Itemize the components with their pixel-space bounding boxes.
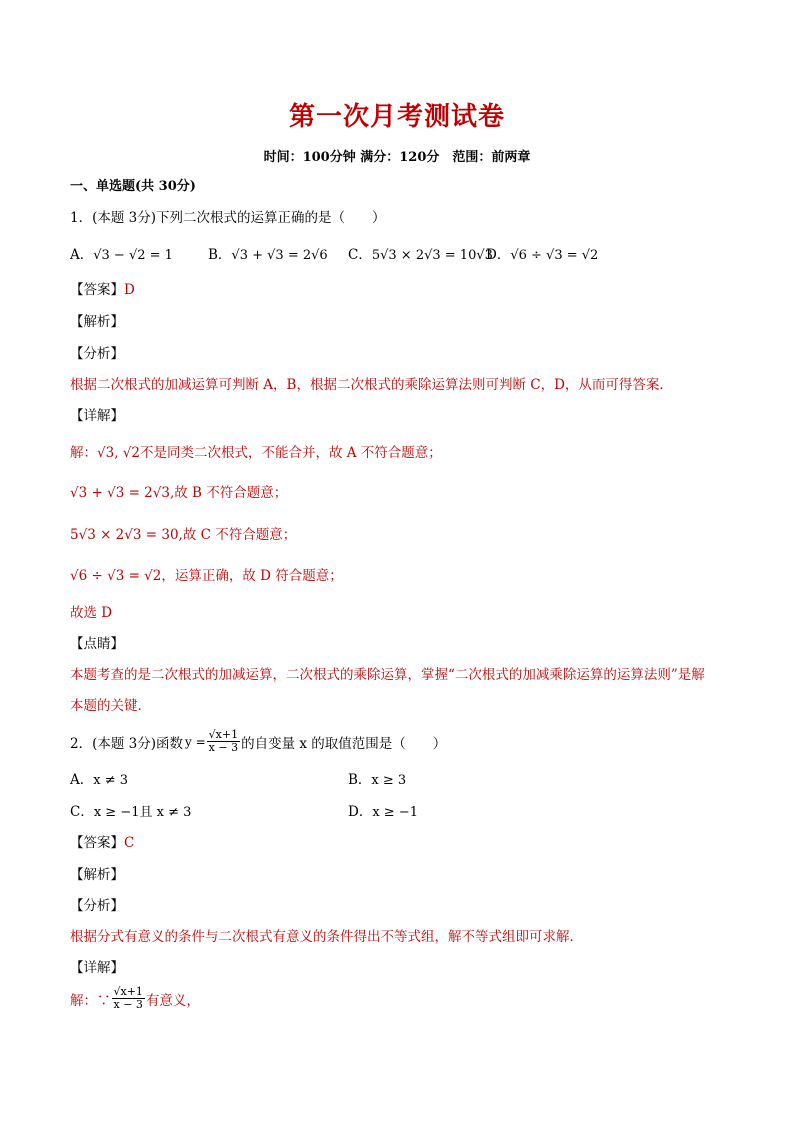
option-expr: √3 − √2 = 1 [93,248,173,263]
answer-tag: 【答案】 [70,835,124,851]
q1-answer [70,278,135,298]
q1-detail-line: 故选 D [70,605,113,621]
fraction-denominator: x − 3 [208,741,239,754]
q1-option-a [70,243,173,263]
option-label: A． [70,772,94,788]
option-label: D． [486,247,511,263]
q1-detail-line: √3 + √3 = 2√3,故 B 不符合题意； [70,485,288,501]
q2-option-c [70,800,191,820]
page-title: 第一次月考测试卷 [288,102,505,132]
option-expr: 5√3 × 2√3 = 10√3 [371,248,493,263]
option-expr: x ≥ −1 [372,805,418,820]
option-label: D． [348,804,373,820]
option-expr: √6 ÷ √3 = √2 [510,248,599,263]
fraction-denominator: x − 3 [113,998,143,1011]
exam-info: 时间：100分钟 满分：120分 范围：前两章 [263,150,531,165]
q2-fenxi-text: 根据分式有意义的条件与二次根式有意义的条件得出不等式组，解不等式组即可求解． [70,929,583,945]
q1-detail-tag: 【详解】 [70,408,124,424]
q2-func-lhs: y = [185,734,206,749]
answer-tag: 【答案】 [70,282,124,298]
q2-option-a [70,768,128,788]
q1-option-d [486,243,598,263]
q2-detail-suffix: 有意义， [145,992,200,1009]
fraction-numerator: √x+1 [113,985,143,998]
q1-comment-line: 本题的关键． [70,698,151,714]
option-label: A． [70,247,94,263]
q2-detail-fraction [112,986,145,1011]
q1-detail-line: 解：√3, √2不是同类二次根式，不能合并，故 A 不符合题意； [70,445,442,461]
q1-analysis-tag: 【解析】 [70,314,124,330]
q1-option-c [348,243,493,263]
option-label: C． [348,247,372,263]
q2-option-d [348,800,418,820]
q1-fenxi-text: 根据二次根式的加减运算可判断 A，B，根据二次根式的乘除运算法则可判断 C，D，从而可得答案． [70,377,673,393]
q2-stem-suffix: 的自变量 x 的取值范围是（ ） [241,735,447,752]
option-expr: √3 + √3 = 2√6 [231,248,328,263]
option-label: B． [348,772,372,788]
q2-stem [70,729,446,754]
q1-detail-line: √6 ÷ √3 = √2，运算正确，故 D 符合题意； [70,568,343,584]
q2-detail-line [70,986,200,1011]
q1-detail-line: 5√3 × 2√3 = 30,故 C 不符合题意； [70,527,297,543]
option-expr: x ≥ 3 [371,773,407,788]
q1-stem: 1．(本题 3分)下列二次根式的运算正确的是（ ） [70,210,386,226]
q1-fenxi-tag: 【分析】 [70,346,124,362]
q2-answer [70,831,134,851]
q2-fenxi-tag: 【分析】 [70,898,124,914]
answer-value: C [124,835,135,851]
option-label: C． [70,804,94,820]
q2-stem-prefix: 2．(本题 3分)函数 [70,735,184,752]
option-label: B． [208,247,232,263]
q2-detail-prefix: 解：∵ [70,992,111,1009]
answer-value: D [124,282,135,298]
q2-func-fraction [207,729,240,754]
q1-option-b [208,243,328,263]
q2-detail-tag: 【详解】 [70,960,124,976]
q2-analysis-tag: 【解析】 [70,867,124,883]
q2-option-b [348,768,406,788]
fraction-numerator: √x+1 [208,728,239,741]
section-heading: 一、单选题(共 30分) [70,179,196,194]
q1-comment-tag: 【点睛】 [70,636,124,652]
option-expr: x ≠ 3 [93,773,129,788]
option-expr: x ≥ −1且 x ≠ 3 [93,805,192,820]
q1-comment-line: 本题考查的是二次根式的加减运算，二次根式的乘除运算，掌握“二次根式的加减乘除运算的运算法则”是解 [70,667,705,683]
